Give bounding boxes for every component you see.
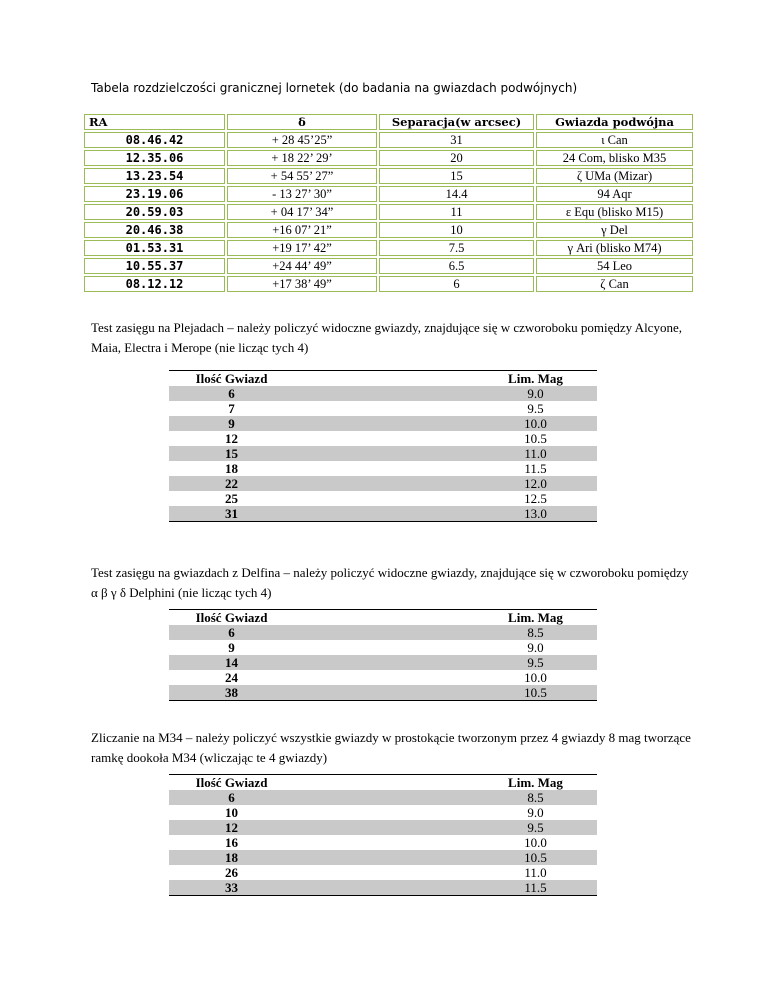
table-row — [84, 222, 693, 238]
table-row — [169, 805, 597, 820]
table-header-row — [169, 371, 597, 387]
table-row — [169, 491, 597, 506]
table-row — [169, 506, 597, 522]
table-row — [169, 655, 597, 670]
cell-declination: +17 38’ 49” — [227, 276, 377, 292]
cell-star-count: 12 — [225, 431, 238, 446]
cell-limiting-magnitude: 10.0 — [524, 416, 547, 431]
table-row — [169, 476, 597, 491]
cell-declination: +24 44’ 49” — [227, 258, 377, 274]
table-row — [169, 835, 597, 850]
m34-table — [169, 774, 597, 896]
cell-double-star: 24 Com, blisko M35 — [536, 150, 693, 166]
table-header-row — [169, 610, 597, 626]
table-row — [169, 461, 597, 476]
table-header-row — [84, 114, 693, 130]
cell-star-count: 12 — [225, 820, 238, 835]
header-star-count: Ilość Gwiazd — [195, 371, 268, 386]
table-header-row — [169, 775, 597, 791]
table-row — [84, 276, 693, 292]
cell-declination: + 18 22’ 29’ — [227, 150, 377, 166]
cell-separation: 7.5 — [379, 240, 534, 256]
cell-limiting-magnitude: 10.0 — [524, 835, 547, 850]
table-row — [169, 850, 597, 865]
table-row — [84, 186, 693, 202]
cell-double-star: γ Del — [536, 222, 693, 238]
table-row — [169, 431, 597, 446]
cell-star-count: 10 — [225, 805, 238, 820]
table-row — [84, 168, 693, 184]
cell-limiting-magnitude: 9.5 — [527, 655, 544, 670]
cell-star-count: 33 — [225, 880, 238, 895]
cell-star-count: 26 — [225, 865, 238, 880]
cell-ra: 10.55.37 — [84, 258, 225, 274]
cell-double-star: ε Equ (blisko M15) — [536, 204, 693, 220]
cell-limiting-magnitude: 11.0 — [524, 865, 547, 880]
cell-declination: + 28 45’25” — [227, 132, 377, 148]
cell-star-count: 6 — [228, 625, 235, 640]
cell-separation: 10 — [379, 222, 534, 238]
cell-star-count: 25 — [225, 491, 238, 506]
cell-declination: + 04 17’ 34” — [227, 204, 377, 220]
table-row — [169, 416, 597, 431]
cell-declination: +16 07’ 21” — [227, 222, 377, 238]
table-row — [84, 132, 693, 148]
cell-limiting-magnitude: 12.0 — [524, 476, 547, 491]
document-title: Tabela rozdzielczości granicznej lornetek (do badania na gwiazdach podwójnych) — [91, 81, 578, 95]
cell-limiting-magnitude: 10.5 — [524, 685, 547, 700]
table-row — [169, 820, 597, 835]
cell-star-count: 18 — [225, 850, 238, 865]
pleiades-description: Test zasięgu na Plejadach – należy policzyć widoczne gwiazdy, znajdujące się w czworoboku pomiędzy Alcyone, Maia, Electra i Merope (nie licząc tych 4) — [91, 320, 682, 355]
binocular-table-body — [84, 132, 693, 292]
cell-declination: +19 17’ 42” — [227, 240, 377, 256]
table-row — [169, 790, 597, 805]
cell-ra: 20.59.03 — [84, 204, 225, 220]
cell-separation: 11 — [379, 204, 534, 220]
delphinus-table-body — [169, 625, 597, 701]
cell-double-star: 54 Leo — [536, 258, 693, 274]
cell-double-star: ζ Can — [536, 276, 693, 292]
header-ra: RA — [84, 114, 225, 130]
cell-star-count: 14 — [225, 655, 238, 670]
table-row — [169, 386, 597, 401]
cell-double-star: 94 Aqr — [536, 186, 693, 202]
table-row — [169, 880, 597, 896]
cell-ra: 13.23.54 — [84, 168, 225, 184]
cell-separation: 14.4 — [379, 186, 534, 202]
cell-star-count: 15 — [225, 446, 238, 461]
table-row — [84, 204, 693, 220]
pleiades-table-body — [169, 386, 597, 522]
table-row — [169, 625, 597, 640]
binocular-resolution-table — [82, 112, 695, 294]
table-row — [169, 670, 597, 685]
cell-star-count: 22 — [225, 476, 238, 491]
cell-star-count: 6 — [228, 790, 235, 805]
cell-double-star: ι Can — [536, 132, 693, 148]
cell-ra: 08.12.12 — [84, 276, 225, 292]
cell-limiting-magnitude: 11.5 — [524, 461, 547, 476]
cell-limiting-magnitude: 8.5 — [527, 625, 544, 640]
header-limiting-magnitude: Lim. Mag — [508, 610, 563, 625]
cell-declination: + 54 55’ 27” — [227, 168, 377, 184]
cell-limiting-magnitude: 11.5 — [524, 880, 547, 895]
cell-limiting-magnitude: 9.5 — [527, 401, 544, 416]
cell-limiting-magnitude: 9.5 — [527, 820, 544, 835]
cell-ra: 08.46.42 — [84, 132, 225, 148]
table-row — [169, 685, 597, 701]
table-row — [169, 401, 597, 416]
cell-star-count: 9 — [228, 640, 235, 655]
cell-star-count: 9 — [228, 416, 235, 431]
cell-separation: 31 — [379, 132, 534, 148]
header-limiting-magnitude: Lim. Mag — [508, 775, 563, 790]
cell-separation: 20 — [379, 150, 534, 166]
cell-star-count: 7 — [228, 401, 235, 416]
cell-star-count: 31 — [225, 506, 238, 521]
header-star-count: Ilość Gwiazd — [195, 775, 268, 790]
cell-limiting-magnitude: 11.0 — [524, 446, 547, 461]
cell-separation: 15 — [379, 168, 534, 184]
table-row — [169, 446, 597, 461]
header-limiting-magnitude: Lim. Mag — [508, 371, 563, 386]
m34-description: Zliczanie na M34 – należy policzyć wszystkie gwiazdy w prostokącie tworzonym przez 4 gwiazdy 8 mag tworzące ramkę dookoła M34 (wliczając te 4 gwiazdy) — [91, 730, 691, 765]
cell-limiting-magnitude: 9.0 — [527, 805, 544, 820]
pleiades-table — [169, 370, 597, 522]
header-declination: δ — [227, 114, 377, 130]
cell-limiting-magnitude: 9.0 — [527, 386, 544, 401]
table-row — [169, 640, 597, 655]
cell-star-count: 6 — [228, 386, 235, 401]
cell-star-count: 24 — [225, 670, 238, 685]
cell-limiting-magnitude: 10.0 — [524, 670, 547, 685]
table-row — [84, 150, 693, 166]
cell-star-count: 38 — [225, 685, 238, 700]
cell-ra: 01.53.31 — [84, 240, 225, 256]
cell-ra: 20.46.38 — [84, 222, 225, 238]
cell-separation: 6.5 — [379, 258, 534, 274]
table-row — [84, 258, 693, 274]
cell-star-count: 16 — [225, 835, 238, 850]
cell-limiting-magnitude: 8.5 — [527, 790, 544, 805]
cell-star-count: 18 — [225, 461, 238, 476]
delphinus-description: Test zasięgu na gwiazdach z Delfina – należy policzyć widoczne gwiazdy, znajdujące się w czworoboku pomiędzy α β γ δ Delphini (nie licząc tych 4) — [91, 565, 689, 600]
delphinus-table — [169, 609, 597, 701]
cell-limiting-magnitude: 12.5 — [524, 491, 547, 506]
cell-declination: - 13 27’ 30” — [227, 186, 377, 202]
cell-limiting-magnitude: 13.0 — [524, 506, 547, 521]
cell-ra: 12.35.06 — [84, 150, 225, 166]
table-row — [84, 240, 693, 256]
cell-double-star: γ Ari (blisko M74) — [536, 240, 693, 256]
header-double-star: Gwiazda podwójna — [536, 114, 693, 130]
cell-limiting-magnitude: 10.5 — [524, 431, 547, 446]
cell-double-star: ζ UMa (Mizar) — [536, 168, 693, 184]
table-row — [169, 865, 597, 880]
cell-limiting-magnitude: 9.0 — [527, 640, 544, 655]
header-separation: Separacja(w arcsec) — [379, 114, 534, 130]
cell-limiting-magnitude: 10.5 — [524, 850, 547, 865]
cell-separation: 6 — [379, 276, 534, 292]
header-star-count: Ilość Gwiazd — [195, 610, 268, 625]
cell-ra: 23.19.06 — [84, 186, 225, 202]
m34-table-body — [169, 790, 597, 896]
